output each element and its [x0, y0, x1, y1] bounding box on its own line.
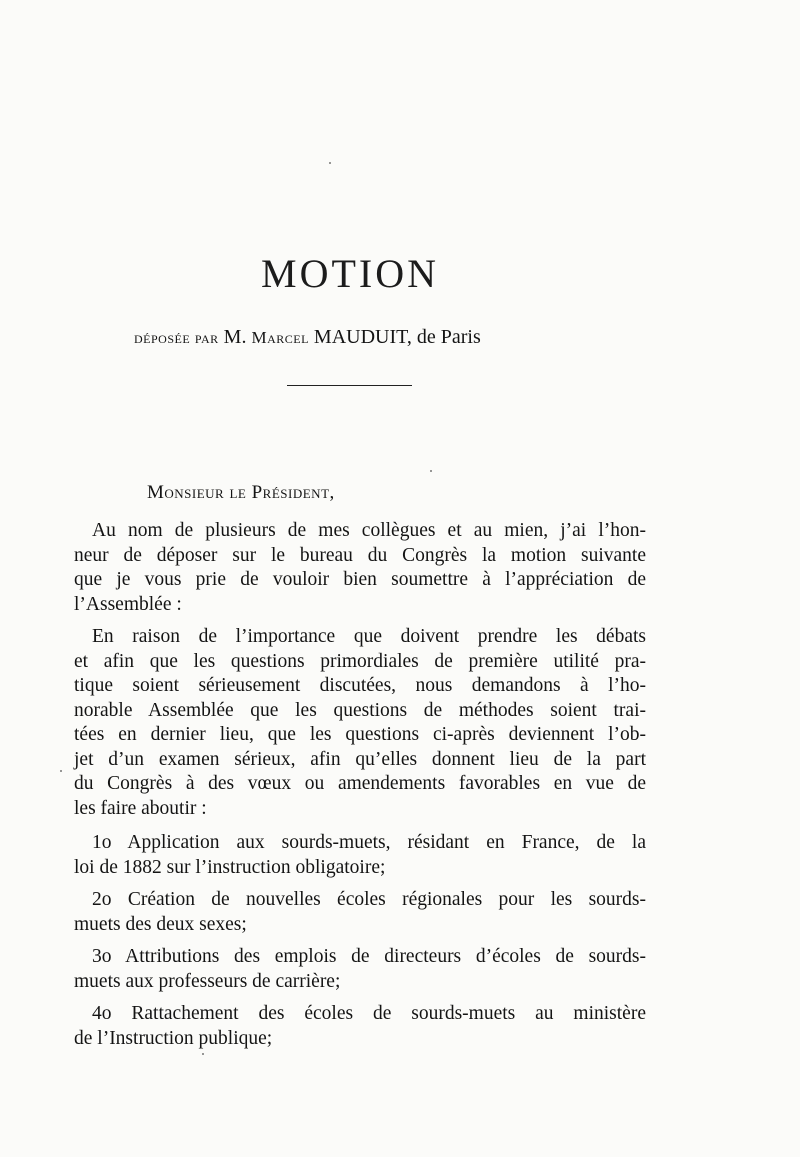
paper-speck [202, 1053, 204, 1055]
author-first-name: Marcel [251, 328, 309, 347]
text-line: En raison de l’importance que doivent prendre les débats [92, 626, 646, 647]
text-line: l’Assemblée : [74, 593, 182, 615]
author-line [134, 326, 654, 349]
list-item [74, 831, 646, 880]
text-line: tées en dernier lieu, que les questions ci-après deviennent l’ob- [74, 724, 646, 745]
text-line: tique soient sérieusement discutées, nous demandons à l’ho- [74, 675, 646, 696]
text-line: 3o Attributions des emplois de directeurs d’écoles de sourds- [92, 946, 646, 967]
text-line: 4o Rattachement des écoles de sourds-muets au ministère [92, 1003, 646, 1024]
paper-speck [430, 470, 432, 472]
author-prefix: déposée par [134, 328, 219, 347]
text-line: les faire aboutir : [74, 797, 207, 819]
text-line: 1o Application aux sourds-muets, résidant en France, de la [92, 832, 646, 853]
page-title: MOTION [261, 251, 439, 296]
text-line: loi de 1882 sur l’instruction obligatoire; [74, 856, 386, 878]
text-line: du Congrès à des vœux ou amendements favorables en vue de [74, 773, 646, 794]
text-line: 2o Création de nouvelles écoles régionales pour les sourds- [92, 889, 646, 910]
list-item [74, 888, 646, 937]
paragraph-request [74, 625, 646, 821]
text-line: muets aux professeurs de carrière; [74, 970, 341, 992]
salutation: Monsieur le Président, [147, 482, 335, 503]
author-last-name: MAUDUIT, [313, 326, 412, 348]
list-item [74, 1002, 646, 1051]
paper-speck [329, 162, 331, 164]
text-line: norable Assemblée que les questions de méthodes soient trai- [74, 699, 646, 721]
list-item [74, 945, 646, 994]
author-place: de Paris [416, 326, 481, 348]
text-line: Au nom de plusieurs de mes collègues et au mien, j’ai l’hon- [92, 520, 646, 541]
paper-speck [60, 770, 62, 772]
text-line: de l’Instruction publique; [74, 1027, 273, 1049]
text-line: neur de déposer sur le bureau du Congrès la motion suivante [74, 544, 646, 566]
paragraph-intro [74, 519, 646, 617]
text-line: que je vous prie de vouloir bien soumettre à l’appréciation de [74, 569, 646, 590]
author-honorific: M. [223, 326, 247, 348]
text-line: jet d’un examen sérieux, afin qu’elles donnent lieu de la part [74, 748, 646, 770]
text-line: et afin que les questions primordiales de première utilité pra- [74, 650, 646, 672]
text-line: muets des deux sexes; [74, 913, 247, 935]
title-divider [287, 385, 412, 386]
motion-items-list [74, 831, 646, 1059]
